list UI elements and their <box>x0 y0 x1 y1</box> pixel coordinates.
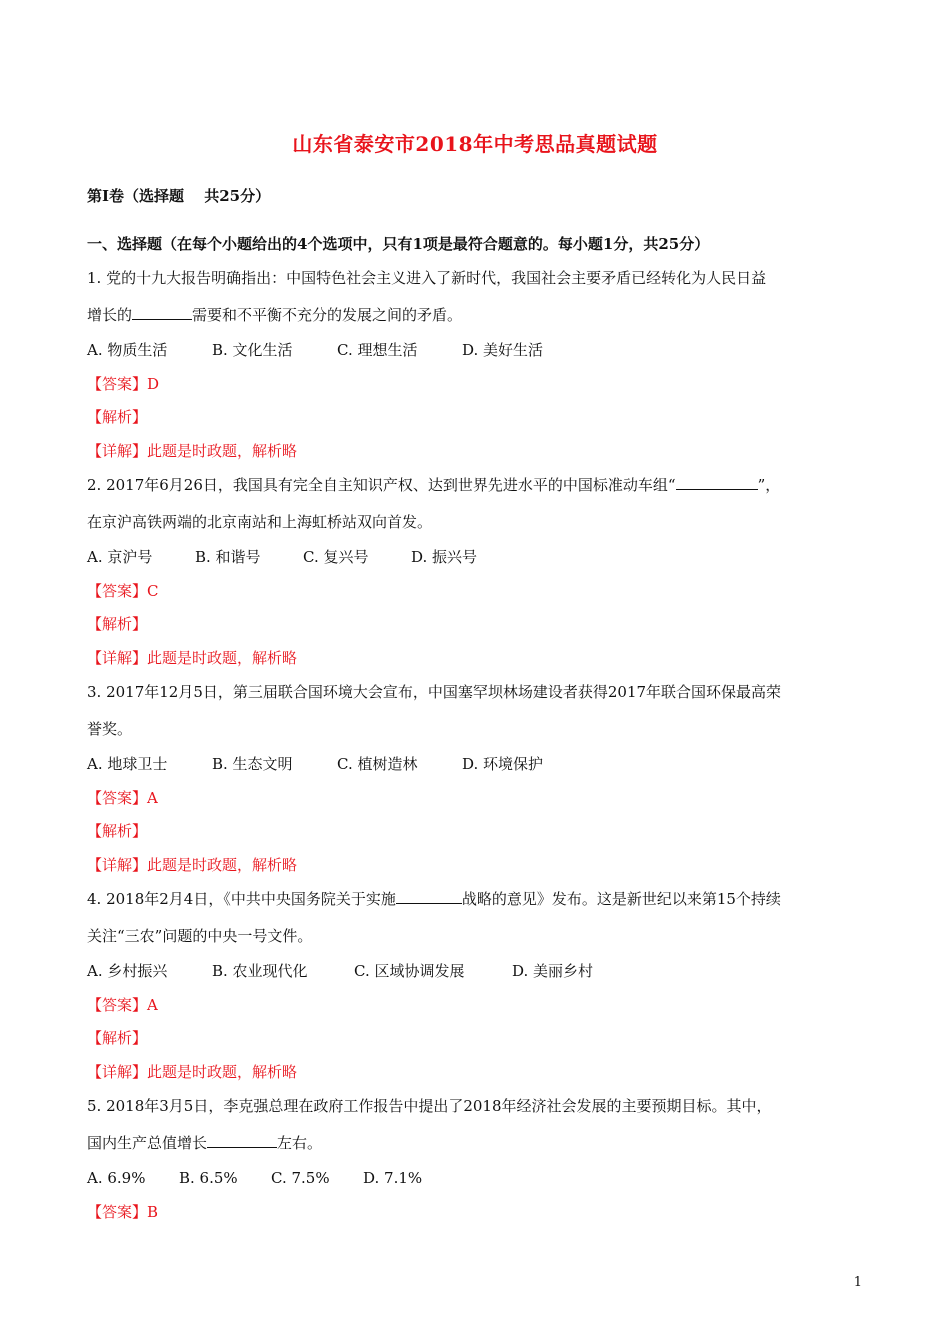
option-d: D. 美丽乡村 <box>512 962 594 980</box>
question-5-line1: 5. 2018年3月5日，李克强总理在政府工作报告中提出了2018年经济社会发展的主要预期目标。其中， <box>87 1097 772 1115</box>
option-c: C. 植树造林 <box>337 755 418 773</box>
option-a: A. 6.9% <box>87 1169 146 1187</box>
answer-value: A <box>147 996 158 1014</box>
option-b: B. 生态文明 <box>212 755 293 773</box>
option-a: A. 乡村振兴 <box>87 962 168 980</box>
option-b: B. 和谐号 <box>195 548 261 566</box>
option-a: A. 京沪号 <box>87 548 153 566</box>
question-text: 2. 2017年6月26日，我国具有完全自主知识产权、达到世界先进水平的中国标准动车组“ <box>87 476 676 494</box>
page-title: 山东省泰安市2018年中考思品真题试题 <box>292 132 658 156</box>
answer-label: 【答案】 <box>87 1203 148 1221</box>
option-b: B. 6.5% <box>179 1169 238 1187</box>
question-3-detail <box>87 855 297 875</box>
question-3-line1: 3. 2017年12月5日，第三届联合国环境大会宣布，中国塞罕坝林场建设者获得2017年联合国环保最高荣 <box>87 683 782 701</box>
question-5-answer <box>87 1202 158 1222</box>
question-2-options <box>87 547 477 567</box>
question-4-line1 <box>87 889 781 909</box>
question-1-line2 <box>87 305 462 325</box>
question-5-line2 <box>87 1133 322 1153</box>
answer-blank <box>207 1133 277 1148</box>
question-2-line1 <box>87 475 780 495</box>
question-4-analysis: 【解析】 <box>87 1029 148 1047</box>
answer-value: D <box>147 375 160 393</box>
option-c: C. 理想生活 <box>337 341 418 359</box>
question-text: 战略的意见》发布。这是新世纪以来第15个持续 <box>461 890 781 908</box>
question-text: 4. 2018年2月4日，《中共中央国务院关于实施 <box>87 890 396 908</box>
question-1-analysis: 【解析】 <box>87 408 148 426</box>
question-4-line2: 关注“三农”问题的中央一号文件。 <box>87 927 313 945</box>
question-4-detail <box>87 1062 297 1082</box>
question-1-answer <box>87 374 159 394</box>
option-c: C. 区域协调发展 <box>354 962 465 980</box>
question-2-detail <box>87 648 297 668</box>
question-text: 左右。 <box>277 1134 323 1152</box>
answer-value: C <box>147 582 159 600</box>
answer-value: A <box>147 789 158 807</box>
question-5-options <box>87 1168 422 1188</box>
option-b: B. 农业现代化 <box>212 962 308 980</box>
option-d: D. 7.1% <box>363 1169 423 1187</box>
detail-text: 此题是时政题，解析略 <box>147 1063 298 1081</box>
answer-blank <box>396 889 462 904</box>
question-text: 需要和不平衡不充分的发展之间的矛盾。 <box>192 306 463 324</box>
answer-value: B <box>147 1203 159 1221</box>
answer-label: 【答案】 <box>87 375 148 393</box>
detail-text: 此题是时政题，解析略 <box>147 856 298 874</box>
question-2-answer <box>87 581 159 601</box>
question-3-analysis: 【解析】 <box>87 822 148 840</box>
question-3-line2: 誉奖。 <box>87 720 133 738</box>
answer-blank <box>132 305 192 320</box>
option-c: C. 7.5% <box>271 1169 330 1187</box>
answer-label: 【答案】 <box>87 789 148 807</box>
detail-label: 【详解】 <box>87 1063 148 1081</box>
detail-label: 【详解】 <box>87 649 148 667</box>
part-header: 一、选择题（在每个小题给出的4个选项中，只有1项是最符合题意的。每小题1分，共25分） <box>87 235 710 253</box>
section-header: 第I卷（选择题 共25分） <box>87 187 271 205</box>
option-d: D. 环境保护 <box>462 755 544 773</box>
question-text: ”， <box>757 476 781 494</box>
question-1-options <box>87 340 543 360</box>
detail-label: 【详解】 <box>87 442 148 460</box>
detail-text: 此题是时政题，解析略 <box>147 649 298 667</box>
question-4-options <box>87 961 593 981</box>
option-d: D. 美好生活 <box>462 341 544 359</box>
option-d: D. 振兴号 <box>411 548 478 566</box>
option-a: A. 地球卫士 <box>87 755 168 773</box>
question-2-line2: 在京沪高铁两端的北京南站和上海虹桥站双向首发。 <box>87 513 433 531</box>
question-2-analysis: 【解析】 <box>87 615 148 633</box>
page-number: 1 <box>853 1275 862 1290</box>
answer-label: 【答案】 <box>87 582 148 600</box>
answer-label: 【答案】 <box>87 996 148 1014</box>
question-text: 国内生产总值增长 <box>87 1134 208 1152</box>
answer-blank <box>676 475 758 490</box>
question-1-detail <box>87 441 297 461</box>
question-3-answer <box>87 788 158 808</box>
question-3-options <box>87 754 543 774</box>
option-b: B. 文化生活 <box>212 341 293 359</box>
option-a: A. 物质生活 <box>87 341 168 359</box>
question-text: 增长的 <box>87 306 133 324</box>
question-4-answer <box>87 995 158 1015</box>
detail-label: 【详解】 <box>87 856 148 874</box>
question-1-line1: 1. 党的十九大报告明确指出：中国特色社会主义进入了新时代，我国社会主要矛盾已经转化为人民日益 <box>87 269 767 287</box>
detail-text: 此题是时政题，解析略 <box>147 442 298 460</box>
option-c: C. 复兴号 <box>303 548 369 566</box>
